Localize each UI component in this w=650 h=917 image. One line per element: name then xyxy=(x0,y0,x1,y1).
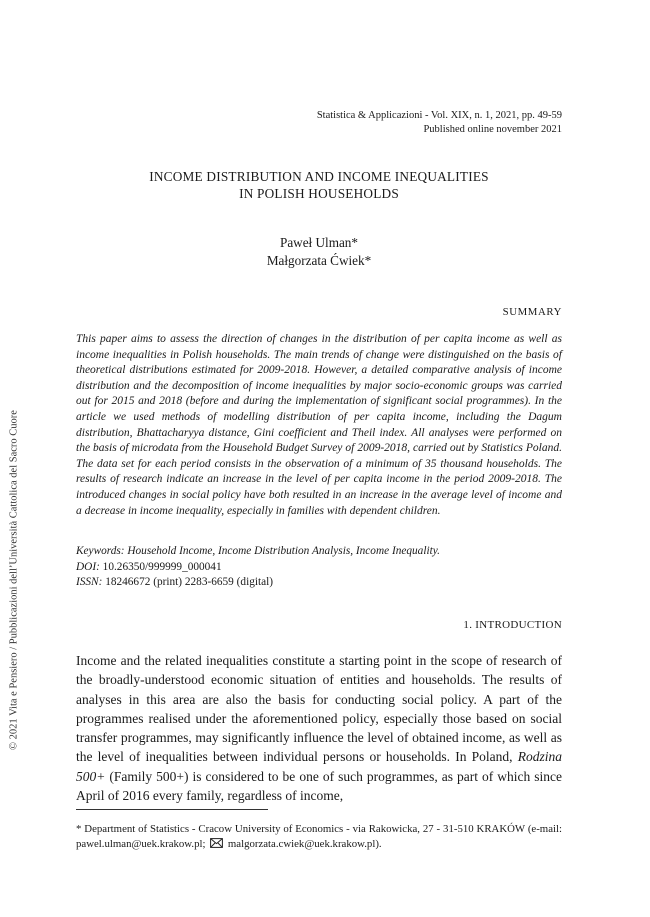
title-line-2: IN POLISH HOUSEHOLDS xyxy=(239,186,399,201)
copyright-sidebar xyxy=(0,0,28,917)
keywords-label: Keywords: xyxy=(76,545,125,557)
doi-label: DOI: xyxy=(76,560,100,573)
introduction-paragraph xyxy=(76,651,562,805)
journal-citation: Statistica & Applicazioni - Vol. XIX, n. 1, 2021, pp. 49-59 xyxy=(316,110,562,121)
program-name: Rodzina 500+ xyxy=(76,749,562,784)
body-text-part: (Family 500+) is considered to be one of such programmes, as part of which since April of 2016 every family, regardless of income, xyxy=(76,768,562,804)
footnote-divider xyxy=(76,809,268,810)
body-text-part: Income and the related inequalities constitute a starting point in the scope of research of the broadly-understood economic situation of entities and households. The results of analyses in this area are also the basis for conducting social policy. A part of the programmes realised under the aforementioned policy, especially those based on social transfer programmes, may significantly influence the level of obtained income, as well as the level of inequalities between individual persons or households. In Poland, xyxy=(76,653,562,765)
section-heading: 1. INTRODUCTION xyxy=(463,619,562,631)
issn-label: ISSN: xyxy=(76,576,103,588)
keywords-value: Household Income, Income Distribution Analysis, Income Inequality. xyxy=(127,545,440,557)
issn-line xyxy=(76,575,562,591)
article-metadata xyxy=(76,544,562,591)
copyright-text: © 2021 Vita e Pensiero / Pubblicazioni dell’Università Cattolica del Sacro Cuore xyxy=(8,410,20,750)
publication-date: Published online november 2021 xyxy=(423,124,562,135)
abstract-text: This paper aims to assess the direction of changes in the distribution of per capita income as well as income inequalities in Polish households. The main trends of change were distinguished on the basis of theoretical distributions estimated for 2009-2018. However, a detailed comparative analysis of income distribution and the decomposition of income inequalities by major socio-economic groups was carried out for 2015 and 2018 (before and during the implementation of significant social programmes). In the article we used methods of modelling distribution of per capita income, including the Dagum distribution, Bhattacharyya distance, Gini coefficient and Theil index. All analyses were performed on the basis of microdata from the Household Budget Survey of 2009-2018, carried out by Statistics Poland. The data set for each period consists in the observation of a minimum of 35 thousand households. The results of research indicate an increase in the level of per capita income in the period 2009-2018. The introduced changes in social policy have both resulted in an increase in the average level of income and a decrease in income inequality, especially in families with dependent children. xyxy=(76,333,562,517)
issn-value: 18246672 (print) 2283-6659 (digital) xyxy=(105,576,274,588)
summary-heading: SUMMARY xyxy=(502,306,562,318)
doi-value: 10.26350/999999_000041 xyxy=(102,560,222,573)
journal-info xyxy=(76,109,562,137)
paper-title xyxy=(76,168,562,202)
footnote-affiliation: * Department of Statistics - Cracow University of Economics - via Rakowicka, 27 - 31-510 KRAKÓW (e-mail: pawel.ulman@uek.krakow.pl; xyxy=(76,823,562,850)
title-line-1: INCOME DISTRIBUTION AND INCOME INEQUALITIES xyxy=(149,169,489,184)
footnote-email: malgorzata.cwiek@uek.krakow.pl). xyxy=(227,838,382,850)
keywords-line xyxy=(76,544,562,560)
envelope-icon xyxy=(210,838,223,848)
author-name: Paweł Ulman* xyxy=(279,235,358,250)
author-footnote xyxy=(76,822,562,852)
doi-line xyxy=(76,560,562,576)
author-list xyxy=(76,234,562,270)
author-name: Małgorzata Ćwiek* xyxy=(266,253,372,268)
